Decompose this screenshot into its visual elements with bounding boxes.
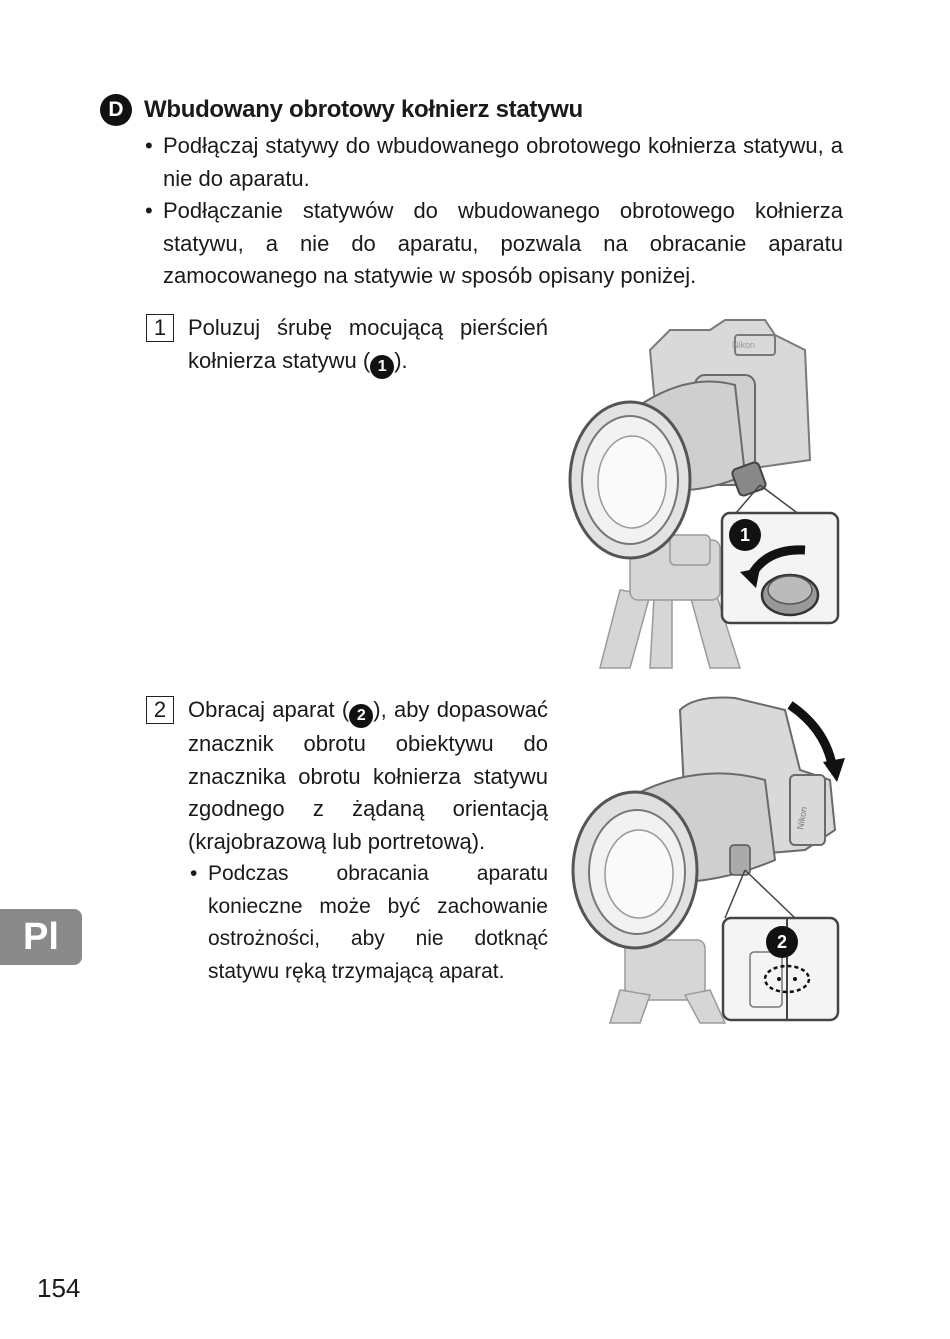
page-number: 154 [37,1273,81,1303]
callout-marker-1: 1 [370,355,394,379]
step-2 [146,694,548,988]
language-tab: Pl [0,909,82,965]
callout-marker-2: 2 [349,704,373,728]
step-number: 2 [146,696,174,724]
step-2-note: • Podczas obracania aparatu konieczne może być zachowanie ostrożności, aby nie dotknąć statywu ręką trzymającą aparat. [188,858,548,988]
intro-bullets [143,130,843,293]
section-title: Wbudowany obrotowy kołnierz statywu [144,96,583,123]
step-1 [146,312,548,379]
step-2-text: Obracaj aparat ( 2 ), aby dopasować znacznik obrotu obiektywu do znacznika obrotu kołnierza statywu zgodnego z żądaną orientacją (krajobrazową lub portretową). [188,697,548,854]
section-heading [100,94,583,126]
section-letter-badge: D [100,94,132,126]
step-number: 1 [146,314,174,342]
step-1-text: Poluzuj śrubę mocującą pierścień kołnierza statywu ( 1 ). [188,312,548,379]
camera-brand-label: Nikon [795,805,809,831]
camera-lens-tripod-illustration-2 [565,690,850,1025]
camera-lens-tripod-illustration-1 [560,310,850,670]
intro-bullet: • Podłączaj statywy do wbudowanego obrotowego kołnierza statywu, a nie do aparatu. [143,130,843,195]
callout-2-number: 2 [776,932,788,952]
intro-bullet: • Podłączanie statywów do wbudowanego obrotowego kołnierza statywu, a nie do aparatu, pozwala na obracanie aparatu zamocowanego na statywie w sposób opisany poniżej. [143,195,843,293]
callout-1-number: 1 [739,525,751,545]
camera-brand-label: Nikon [732,340,756,350]
